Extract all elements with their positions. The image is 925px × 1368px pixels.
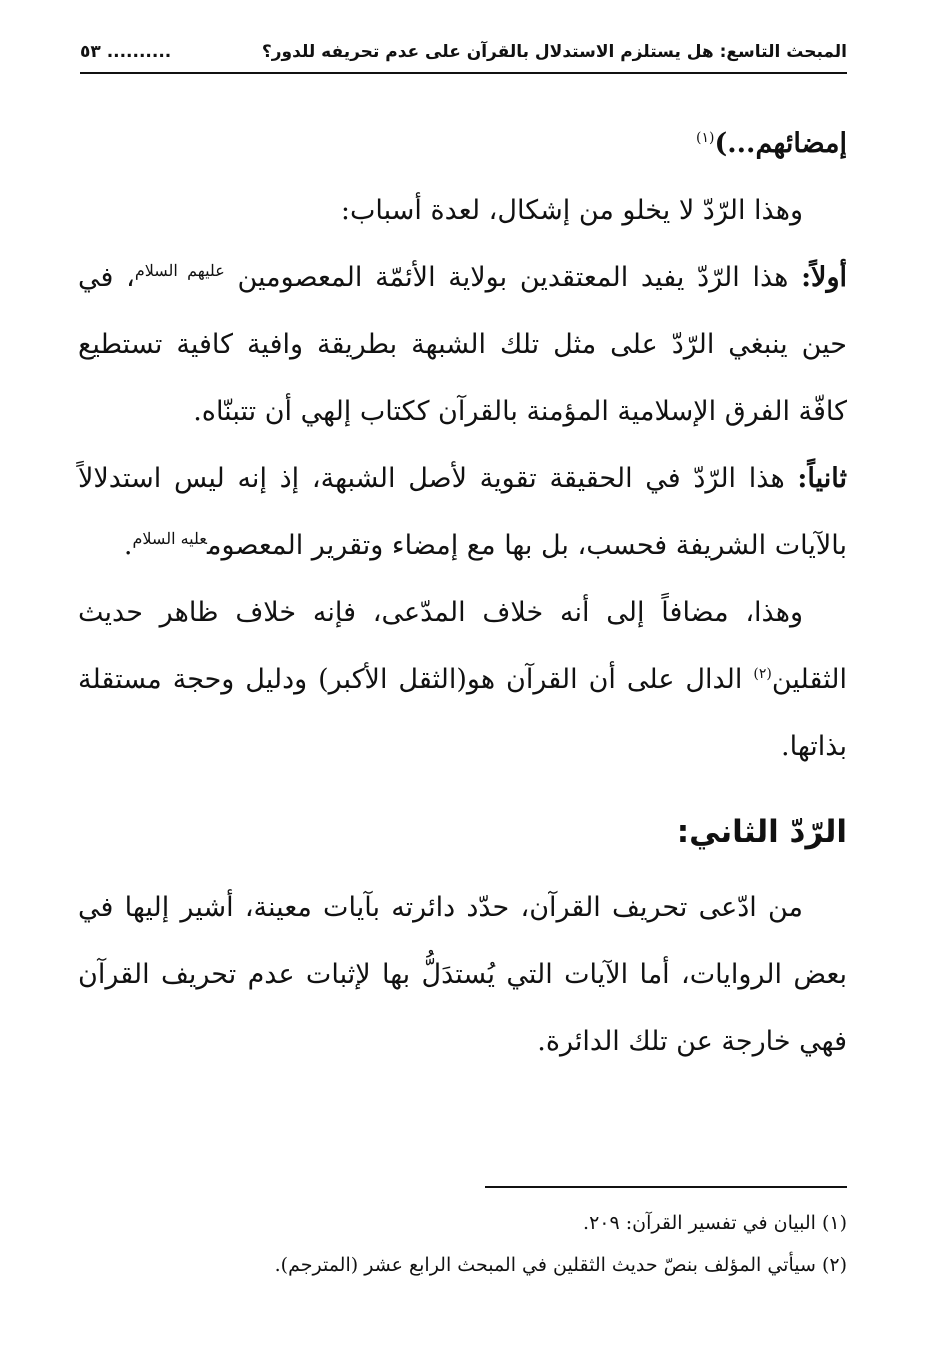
paragraph-1: وهذا الرّدّ لا يخلو من إشكال، لعدة أسباب:: [340, 195, 803, 226]
footnote-ref-2: (٢): [753, 666, 772, 682]
paragraph-0: [78, 110, 847, 177]
paragraph-3: [78, 445, 847, 579]
footnotes: [78, 1202, 847, 1286]
point-two-text: هذا الرّدّ في الحقيقة تقوية لأصل الشبهة، إذ إنه ليس استدلالاً بالآيات الشريفة فحسب، بل بها مع إمضاء وتقرير المعصوم: [78, 463, 847, 561]
footnote-2: (٢) سيأتي المؤلف بنصّ حديث الثقلين في المبحث الرابع عشر (المترجم).: [274, 1254, 847, 1276]
footnote-separator: [485, 1186, 847, 1188]
point-one-text-b: ، في حين ينبغي الرّدّ على مثل تلك الشبهة بطريقة وافية كافية تستطيع كافّة الفرق الإسلامية المؤمنة بالقرآن ككتاب إلهي أن تتبنّاه.: [78, 262, 847, 427]
footnote-1: (١) البيان في تفسير القرآن: ٢٠٩.: [583, 1212, 847, 1234]
section-heading: الرّدّ الثاني:: [676, 814, 847, 850]
paragraph-4-text-a: وهذا، مضافاً إلى أنه خلاف المدّعى، فإنه خلاف ظاهر حديث الثقلين: [78, 597, 847, 695]
chapter-title: المبحث التاسع: هل يستلزم الاستدلال بالقرآن على عدم تحريفه للدور؟: [261, 42, 847, 62]
paragraph-5: من ادّعى تحريف القرآن، حدّد دائرته بآيات معينة، أشير إليها في بعض الروايات، أما الآيات التي يُستدَلُّ بها لإثبات عدم تحريف القرآن فهي خارجة عن تلك الدائرة.: [78, 892, 847, 1057]
footnote-ref-1: (١): [696, 130, 715, 146]
main-text: [78, 110, 847, 1075]
point-one-text-a: هذا الرّدّ يفيد المعتقدين بولاية الأئمّة المعصومين: [224, 262, 802, 293]
quote-end: إمضائهم...): [714, 128, 847, 159]
paragraph-4: [78, 579, 847, 780]
honorific-mark: عليه السلام: [132, 529, 208, 548]
point-one-label: أولاً:: [801, 262, 847, 293]
running-header: [80, 38, 847, 74]
paragraph-2: [78, 244, 847, 445]
honorific-mark: عليهم السلام: [134, 261, 225, 280]
point-two-label: ثانياً:: [797, 463, 847, 494]
leader-dots: ..........: [106, 42, 172, 62]
page-number: ٥٣: [80, 42, 101, 62]
point-two-end: .: [123, 530, 133, 561]
paragraph-4-text-b: الدال على أن القرآن هو(الثقل الأكبر) ودليل وحجة مستقلة بذاتها.: [78, 664, 847, 762]
page-number-group: [80, 38, 171, 66]
